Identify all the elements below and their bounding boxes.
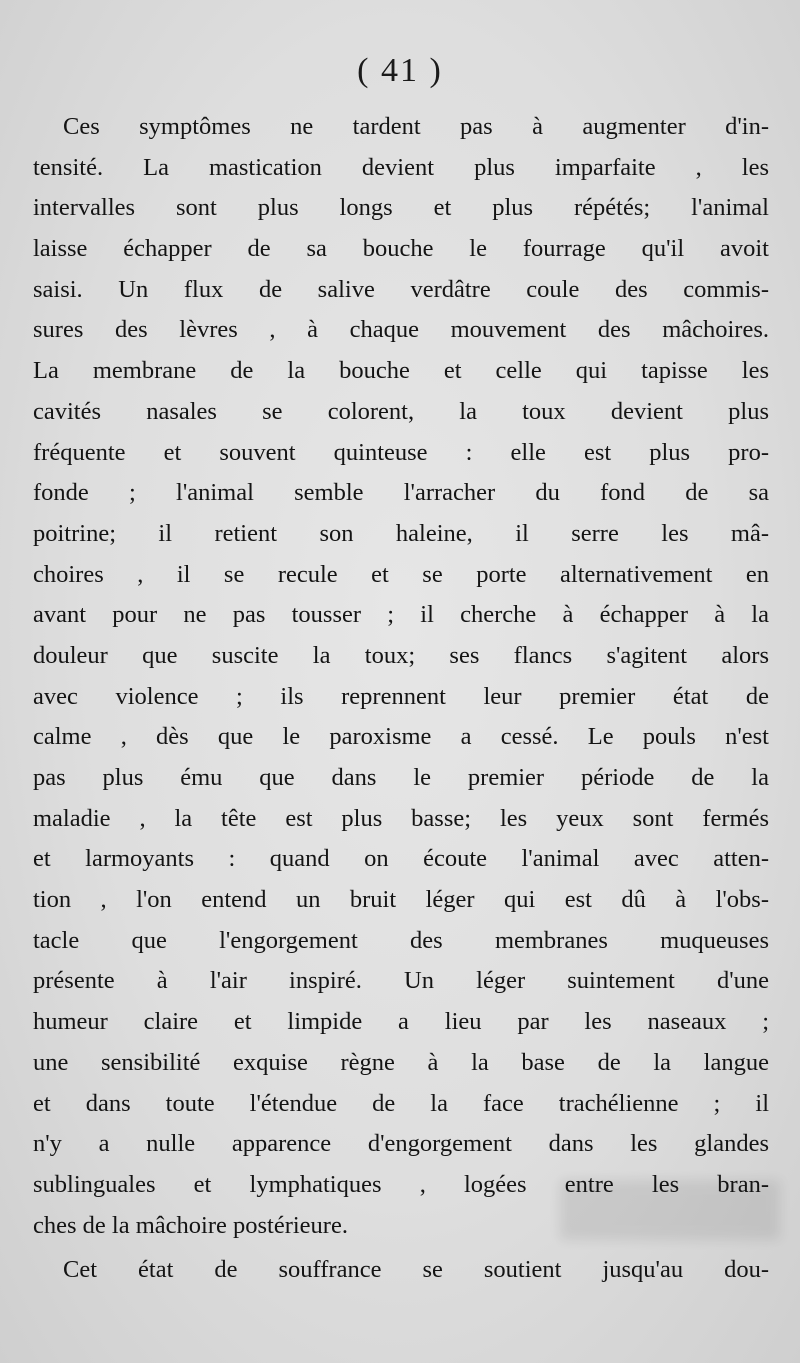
text-line: Ces symptômes ne tardent pas à augmenter d'in- — [63, 113, 769, 140]
text-line: Cet état de souffrance se soutient jusqu'au dou- — [63, 1256, 769, 1284]
text-line: une sensibilité exquise règne à la base de la langue — [33, 1048, 769, 1076]
text-line: intervalles sont plus longs et plus répétés; l'animal — [33, 194, 769, 222]
text-line: saisi. Un flux de salive verdâtre coule des commis- — [33, 275, 769, 303]
text-line: choires , il se recule et se porte alternativement en — [33, 560, 769, 588]
text-line: humeur claire et limpide a lieu par les naseaux ; — [33, 1008, 769, 1036]
text-line: laisse échapper de sa bouche le fourrage qu'il avoit — [33, 235, 769, 263]
text-line: pas plus ému que dans le premier période de la — [33, 764, 769, 791]
text-line: douleur que suscite la toux; ses flancs s'agitent alors — [33, 641, 769, 669]
text-line: sures des lèvres , à chaque mouvement des mâchoires. — [33, 316, 769, 344]
body-text — [33, 107, 769, 1291]
text-line: avec violence ; ils reprennent leur premier état de — [33, 682, 769, 710]
text-line: tion , l'on entend un bruit léger qui est dû à l'obs- — [33, 886, 769, 914]
text-line: cavités nasales se colorent, la toux devient plus — [33, 397, 769, 425]
text-line: fréquente et souvent quinteuse : elle est plus pro- — [33, 438, 769, 466]
text-line: poitrine; il retient son haleine, il serre les mâ- — [33, 519, 769, 547]
text-line: calme , dès que le paroxisme a cessé. Le pouls n'est — [33, 723, 769, 751]
text-line: et larmoyants : quand on écoute l'animal avec atten- — [33, 845, 769, 873]
text-line: tacle que l'engorgement des membranes muqueuses — [33, 926, 769, 954]
text-line: présente à l'air inspiré. Un léger suintement d'une — [33, 967, 769, 995]
text-line: tensité. La mastication devient plus imparfaite , les — [33, 153, 769, 181]
text-line: avant pour ne pas tousser ; il cherche à échapper à la — [33, 601, 769, 629]
text-line: maladie , la tête est plus basse; les yeux sont fermés — [33, 804, 769, 832]
text-line: n'y a nulle apparence d'engorgement dans les glandes — [33, 1130, 769, 1158]
text-line: La membrane de la bouche et celle qui tapisse les — [33, 357, 769, 385]
page-number: ( 41 ) — [357, 52, 443, 89]
text-line: fonde ; l'animal semble l'arracher du fond de sa — [33, 479, 769, 507]
text-line: sublinguales et lymphatiques , logées entre les bran- — [33, 1170, 769, 1198]
text-line: et dans toute l'étendue de la face trachélienne ; il — [33, 1089, 769, 1117]
text-line: ches de la mâchoire postérieure. — [33, 1211, 348, 1239]
